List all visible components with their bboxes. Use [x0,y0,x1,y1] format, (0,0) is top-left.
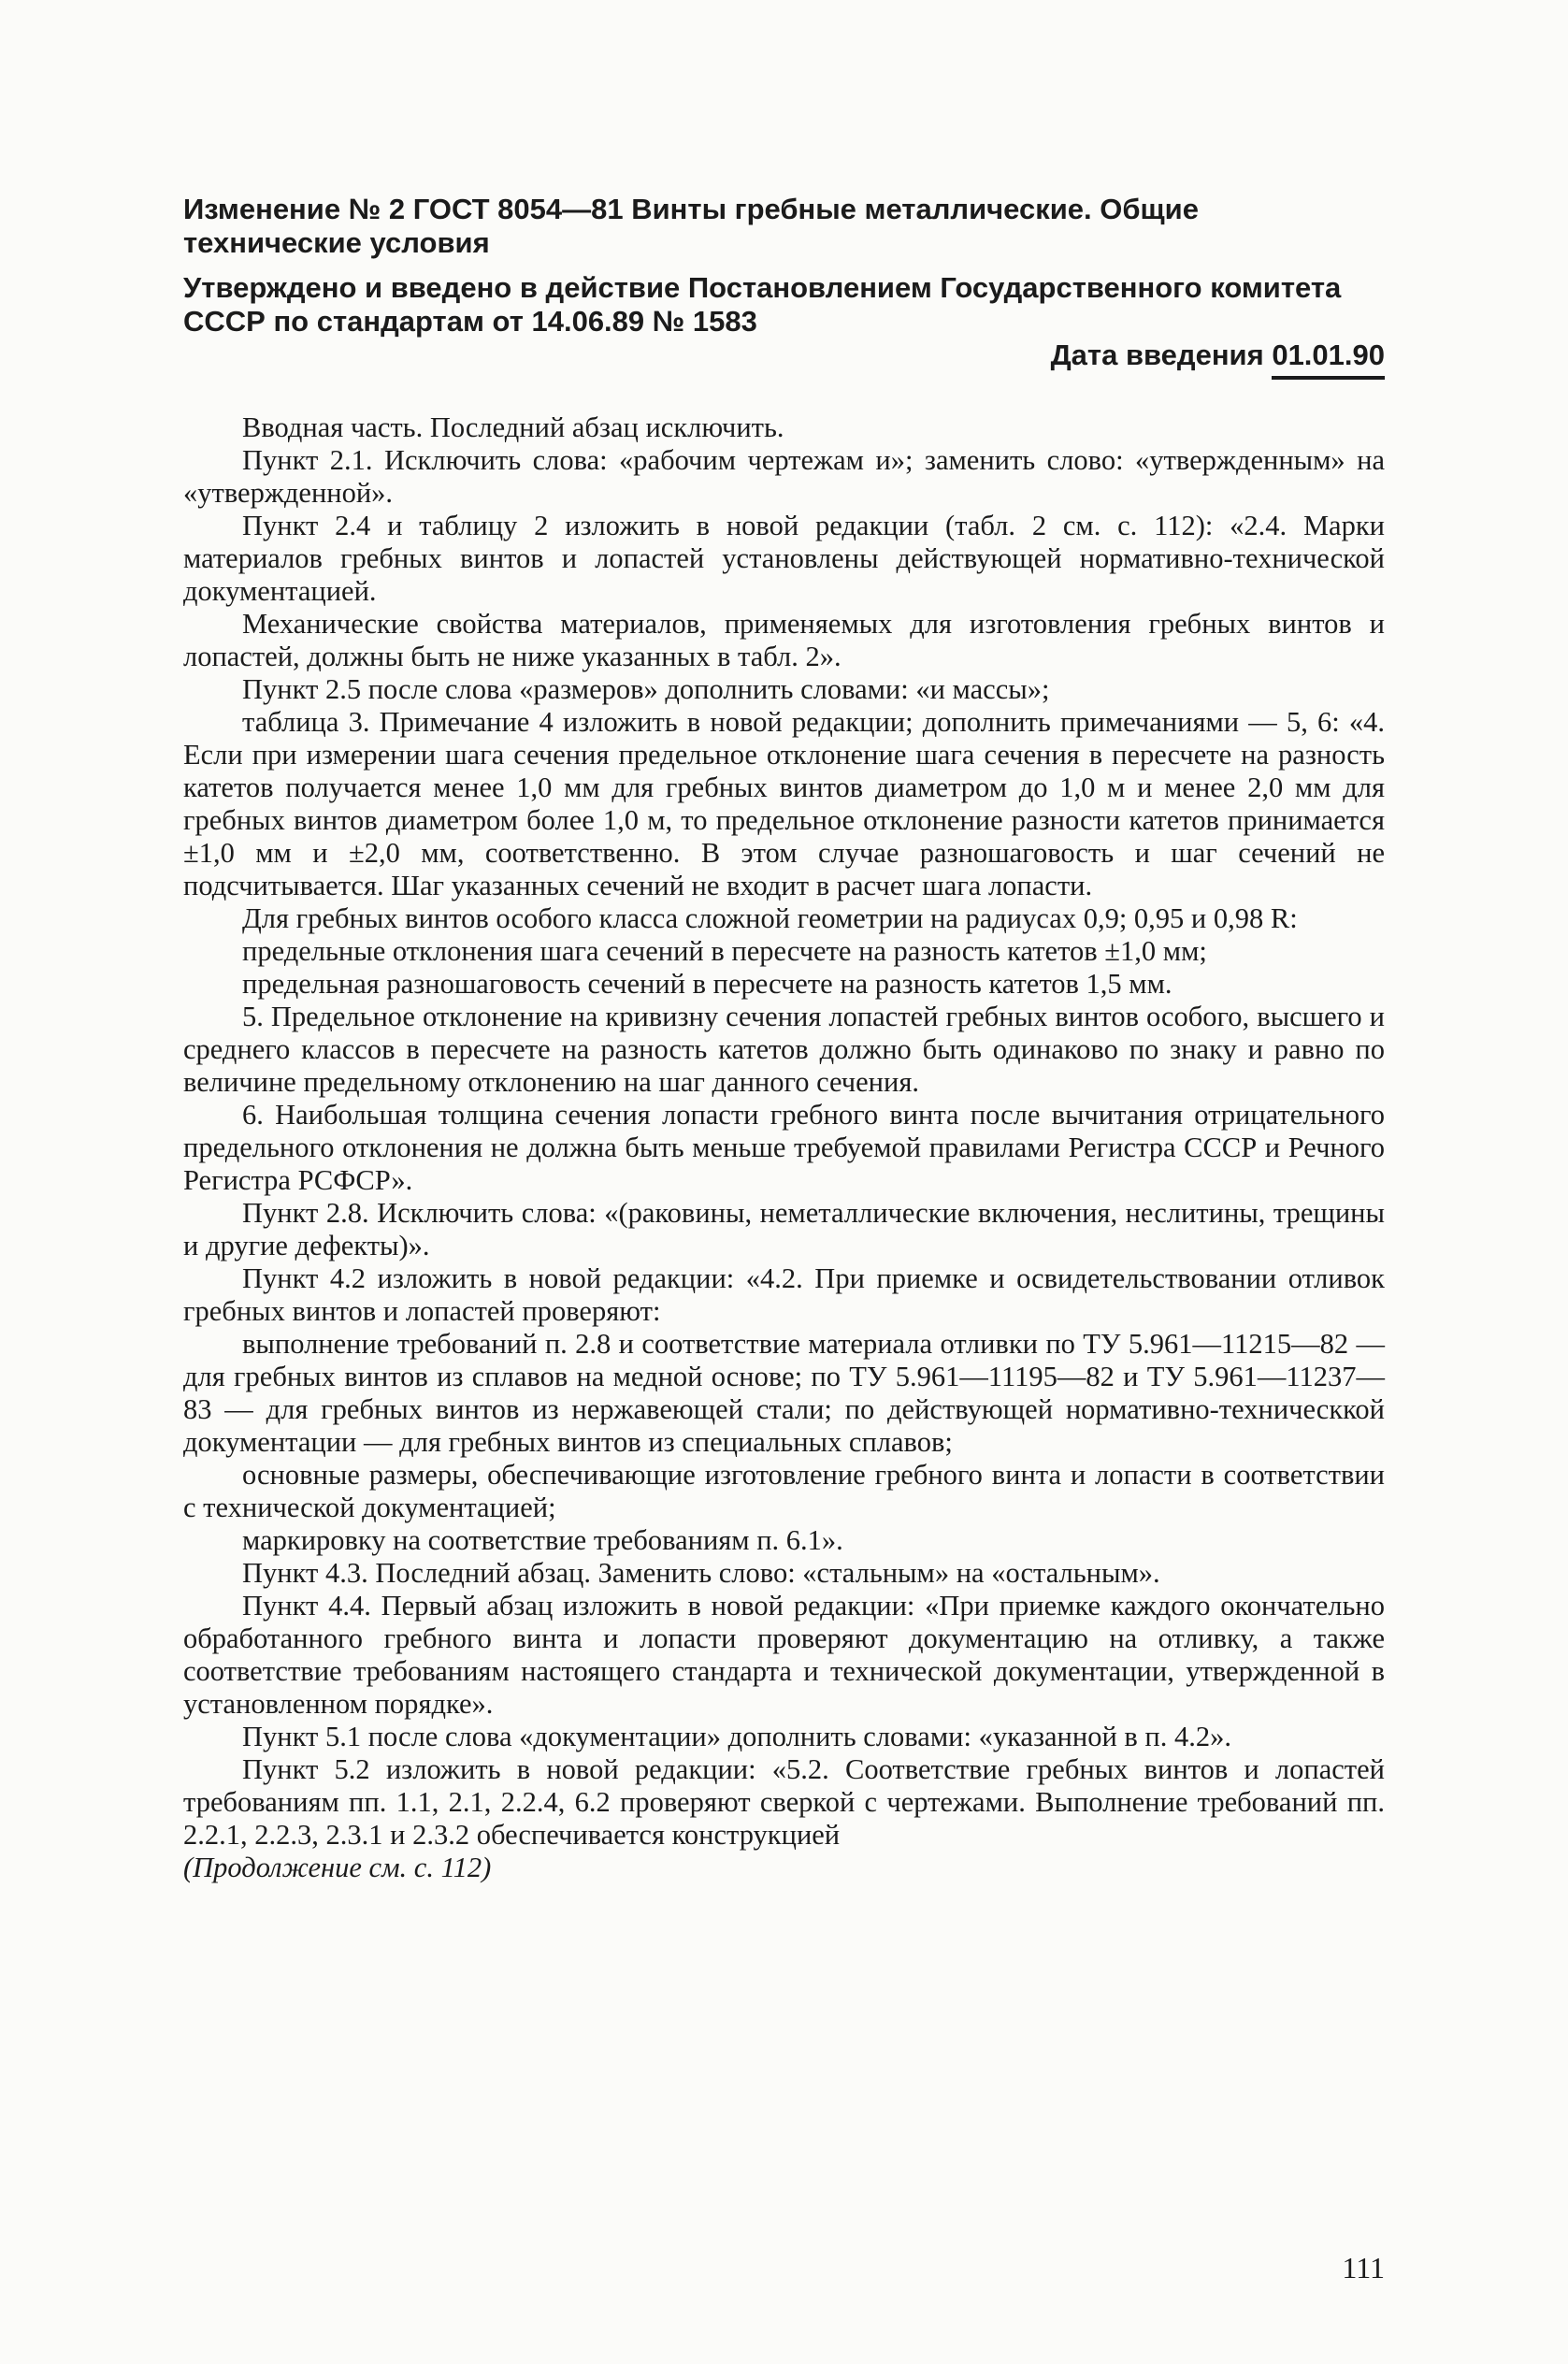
paragraph: маркировку на соответствие требованиям п. 6.1». [242,1524,843,1556]
continuation-note: (Продолжение см. с. 112) [183,1852,492,1883]
document-header [183,193,1385,380]
paragraph: основные размеры, обеспечивающие изготовление гребного винта и лопасти в соответствии с технической документацией; [183,1459,1385,1523]
effective-date-value: 01.01.90 [1272,339,1385,380]
paragraph: Пункт 4.2 изложить в новой редакции: «4.2. При приемке и освидетельствовании отливок гребных винтов и лопастей проверяют: [183,1262,1385,1327]
paragraph: Пункт 2.4 и таблицу 2 изложить в новой редакции (табл. 2 см. с. 112): «2.4. Марки материалов гребных винтов и лопастей установлены действующей нормативно-технической документацией. [183,510,1385,607]
paragraph: Пункт 2.5 после слова «размеров» дополнить словами: «и массы»; [242,673,1050,705]
approval-statement: Утверждено и введено в действие Постановлением Государственного комитета СССР по стандартам от 14.06.89 № 1583 [183,271,1342,338]
document-body [183,411,1385,1884]
paragraph: Механические свойства материалов, применяемых для изготовления гребных винтов и лопастей, должны быть не ниже указанных в табл. 2». [183,608,1385,672]
effective-date [183,339,1385,380]
paragraph: 5. Предельное отклонение на кривизну сечения лопастей гребных винтов особого, высшего и среднего классов в пересчете на разность катетов должно быть одинаково по знаку и равно по величине предельному отклонению на шаг данного сечения. [183,1001,1385,1098]
paragraph: выполнение требований п. 2.8 и соответствие материала отливки по ТУ 5.961—11215—82 — для гребных винтов из сплавов на медной основе; по ТУ 5.961—11195—82 и ТУ 5.961—11237—83 — для гребных винтов из нержавеющей стали; по действующей нормативно-техническкой документации — для гребных винтов из специальных сплавов; [183,1328,1385,1458]
paragraph: таблица 3. Примечание 4 изложить в новой редакции; дополнить примечаниями — 5, 6: «4. Если при измерении шага сечения предельное отклонение шага сечения в пересчете на разность катетов получается менее 1,0 мм для гребных винтов диаметром до 1,0 м и менее 2,0 мм для гребных винтов диаметром более 1,0 м, то предельное отклонение разности катетов принимается ±1,0 мм и ±2,0 мм, соответственно. В этом случае разношаговость и шаг сечений не подсчитывается. Шаг указанных сечений не входит в расчет шага лопасти. [183,706,1385,901]
amendment-title: Изменение № 2 ГОСТ 8054—81 Винты гребные металлические. Общие технические условия [183,193,1199,259]
paragraph: Пункт 5.2 изложить в новой редакции: «5.2. Соответствие гребных винтов и лопастей требованиям пп. 1.1, 2.1, 2.2.4, 6.2 проверяют сверкой с чертежами. Выполнение требований пп. 2.2.1, 2.2.3, 2.3.1 и 2.3.2 обеспечивается конструкцией [183,1753,1385,1851]
paragraph: предельные отклонения шага сечений в пересчете на разность катетов ±1,0 мм; [242,935,1207,967]
effective-date-label: Дата введения [1050,339,1264,371]
paragraph: Пункт 2.8. Исключить слова: «(раковины, неметаллические включения, неслитины, трещины и другие дефекты)». [183,1197,1385,1261]
paragraph: Пункт 2.1. Исключить слова: «рабочим чертежам и»; заменить слово: «утвержденным» на «утвержденной». [183,444,1385,509]
paragraph: Вводная часть. Последний абзац исключить. [242,411,784,443]
paragraph: предельная разношаговость сечений в пересчете на разность катетов 1,5 мм. [242,968,1172,1000]
paragraph: Пункт 5.1 после слова «документации» дополнить словами: «указанной в п. 4.2». [242,1721,1231,1752]
paragraph: Пункт 4.3. Последний абзац. Заменить слово: «стальным» на «остальным». [242,1557,1160,1589]
paragraph: 6. Наибольшая толщина сечения лопасти гребного винта после вычитания отрицательного предельного отклонения не должна быть меньше требуемой правилами Регистра СССР и Речного Регистра РСФСР». [183,1099,1385,1196]
paragraph: Для гребных винтов особого класса сложной геометрии на радиусах 0,9; 0,95 и 0,98 R: [242,902,1298,934]
page-number: 111 [1342,2251,1385,2285]
paragraph: Пункт 4.4. Первый абзац изложить в новой редакции: «При приемке каждого окончательно обработанного гребного винта и лопасти проверяют документацию на отливку, а также соответствие требованиям настоящего стандарта и технической документации, утвержденной в установленном порядке». [183,1590,1385,1720]
